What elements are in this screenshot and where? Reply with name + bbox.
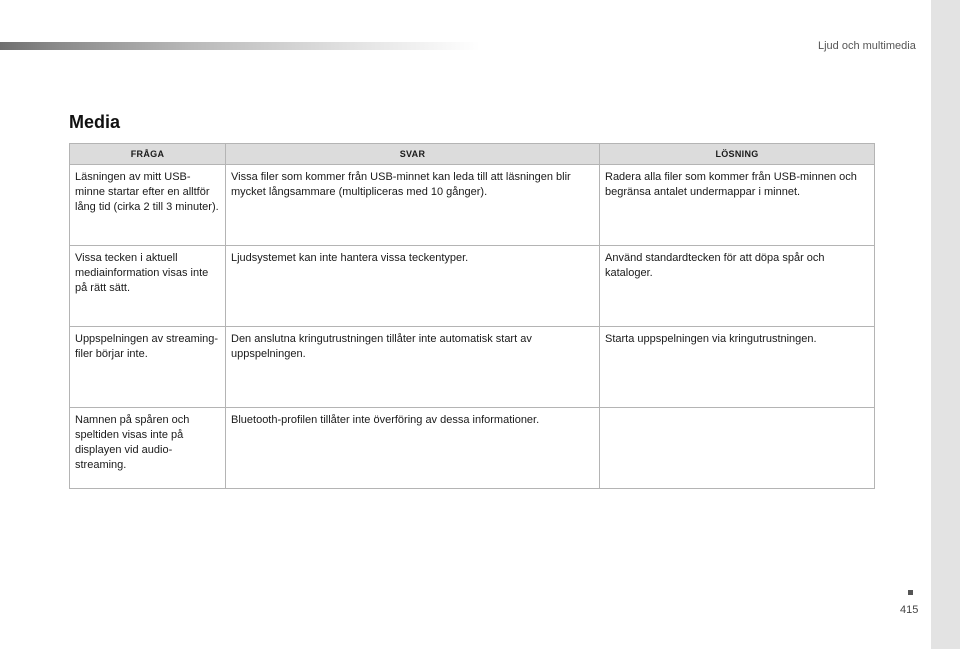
page-marker	[908, 590, 913, 595]
question-cell: Läsningen av mitt USB-minne startar efter en alltför lång tid (cirka 2 till 3 minuter).	[70, 165, 226, 246]
table-row	[70, 327, 875, 408]
header-gradient-bar	[0, 42, 480, 50]
answer-cell: Ljudsystemet kan inte hantera vissa teckentyper.	[226, 246, 600, 327]
column-header-solution: LÖSNING	[600, 144, 875, 165]
solution-cell: Starta uppspelningen via kringutrustningen.	[600, 327, 875, 408]
table-header-row	[70, 144, 875, 165]
question-cell: Namnen på spåren och speltiden visas inte på displayen vid audio-streaming.	[70, 408, 226, 489]
solution-cell: Radera alla filer som kommer från USB-minnen och begränsa antalet undermappar i minnet.	[600, 165, 875, 246]
question-cell: Vissa tecken i aktuell mediainformation visas inte på rätt sätt.	[70, 246, 226, 327]
answer-cell: Bluetooth-profilen tillåter inte överföring av dessa informationer.	[226, 408, 600, 489]
table-row	[70, 165, 875, 246]
section-title: Ljud och multimedia	[818, 40, 916, 52]
troubleshooting-table	[69, 143, 875, 489]
solution-cell	[600, 408, 875, 489]
table-row	[70, 408, 875, 489]
answer-cell: Vissa filer som kommer från USB-minnet kan leda till att läsningen blir mycket långsammare (multipliceras med 10 gånger).	[226, 165, 600, 246]
answer-cell: Den anslutna kringutrustningen tillåter inte automatisk start av uppspelningen.	[226, 327, 600, 408]
page-number: 415	[900, 604, 919, 616]
page-heading: Media	[69, 112, 121, 132]
question-cell: Uppspelningen av streaming-filer börjar inte.	[70, 327, 226, 408]
column-header-answer: SVAR	[226, 144, 600, 165]
column-header-question: FRÅGA	[70, 144, 226, 165]
side-strip	[931, 0, 960, 649]
table-row	[70, 246, 875, 327]
solution-cell: Använd standardtecken för att döpa spår och kataloger.	[600, 246, 875, 327]
